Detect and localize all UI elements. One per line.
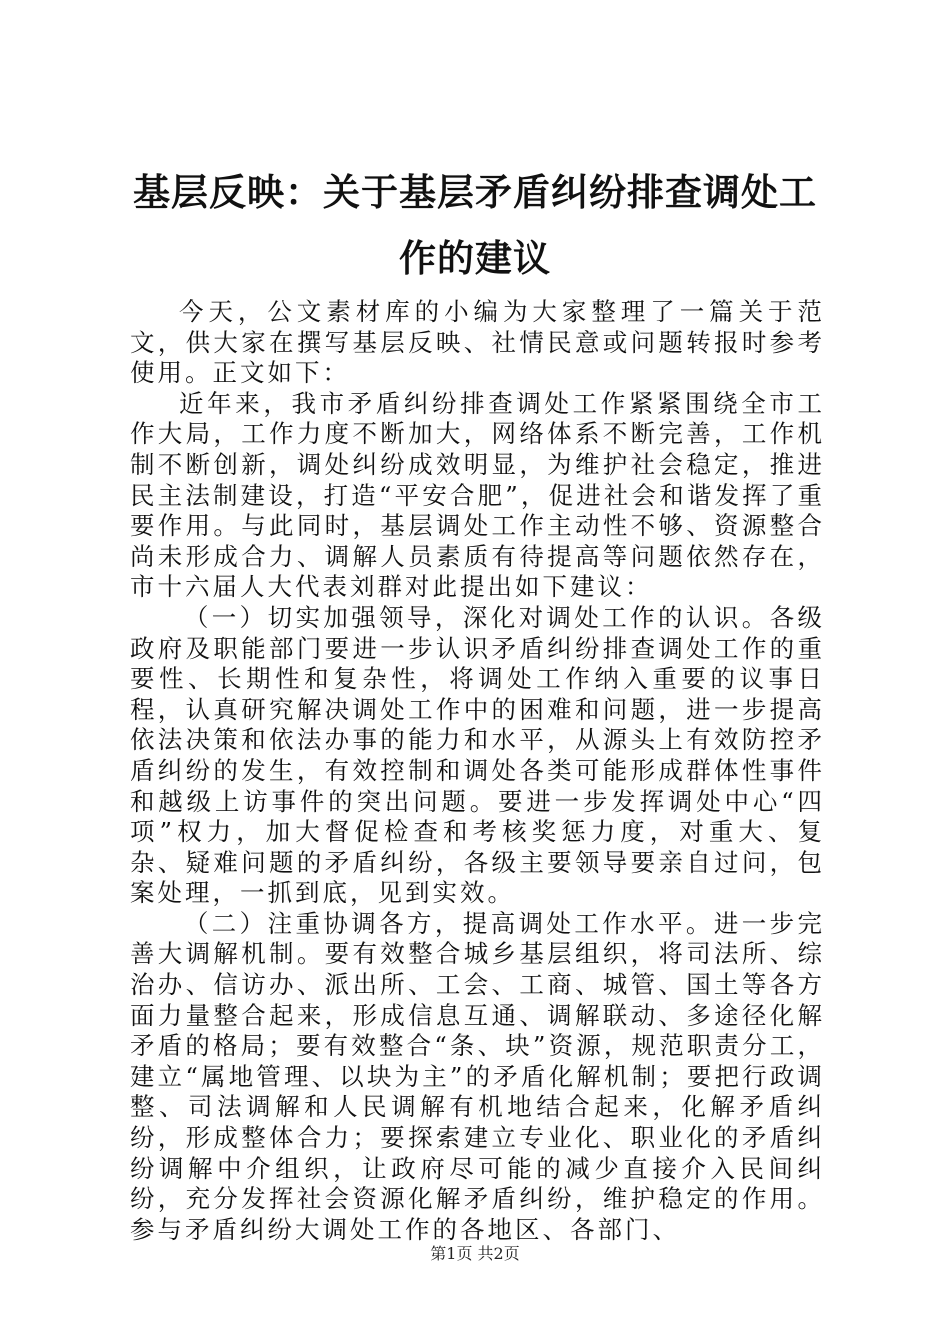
paragraph-suggestion-2: （二）注重协调各方，提高调处工作水平。进一步完善大调解机制。要有效整合城乡基层组织，将司法所、综治办、信访办、派出所、工会、工商、城管、国土等各方面力量整合起来，形成信息互通、调解联动、多途径化解矛盾的格局；要有效整合“条、块”资源，规范职责分工，建立“属地管理、以块为主”的矛盾化解机制；要把行政调整、司法调解和人民调解有机地结合起来，化解矛盾纠纷，形成整体合力；要探索建立专业化、职业化的矛盾纠纷调解中介组织，让政府尽可能的减少直接介入民间纠纷，充分发挥社会资源化解矛盾纠纷，维护稳定的作用。参与矛盾纠纷大调处工作的各地区、各部门、 [130,908,825,1244]
document-body [130,297,825,1245]
paragraph-background: 近年来，我市矛盾纠纷排查调处工作紧紧围绕全市工作大局，工作力度不断加大，网络体系不断完善，工作机制不断创新，调处纠纷成效明显，为维护社会稳定，推进民主法制建设，打造“平安合肥”，促进社会和谐发挥了重要作用。与此同时，基层调处工作主动性不够、资源整合尚未形成合力、调解人员素质有待提高等问题依然存在，市十六届人大代表刘群对此提出如下建议： [130,388,825,602]
document-title: 基层反映：关于基层矛盾纠纷排查调处工作的建议 [133,171,817,280]
page-footer: 第1页 共2页 [430,1244,520,1263]
paragraph-intro: 今天，公文素材库的小编为大家整理了一篇关于范文，供大家在撰写基层反映、社情民意或问题转报时参考使用。正文如下： [130,297,825,388]
paragraph-suggestion-1: （一）切实加强领导，深化对调处工作的认识。各级政府及职能部门要进一步认识矛盾纠纷排查调处工作的重要性、长期性和复杂性，将调处工作纳入重要的议事日程，认真研究解决调处工作中的困难和问题，进一步提高依法决策和依法办事的能力和水平，从源头上有效防控矛盾纠纷的发生，有效控制和调处各类可能形成群体性事件和越级上访事件的突出问题。要进一步发挥调处中心“四项”权力，加大督促检查和考核奖惩力度，对重大、复杂、疑难问题的矛盾纠纷，各级主要领导要亲自过问，包案处理，一抓到底，见到实效。 [130,602,825,908]
